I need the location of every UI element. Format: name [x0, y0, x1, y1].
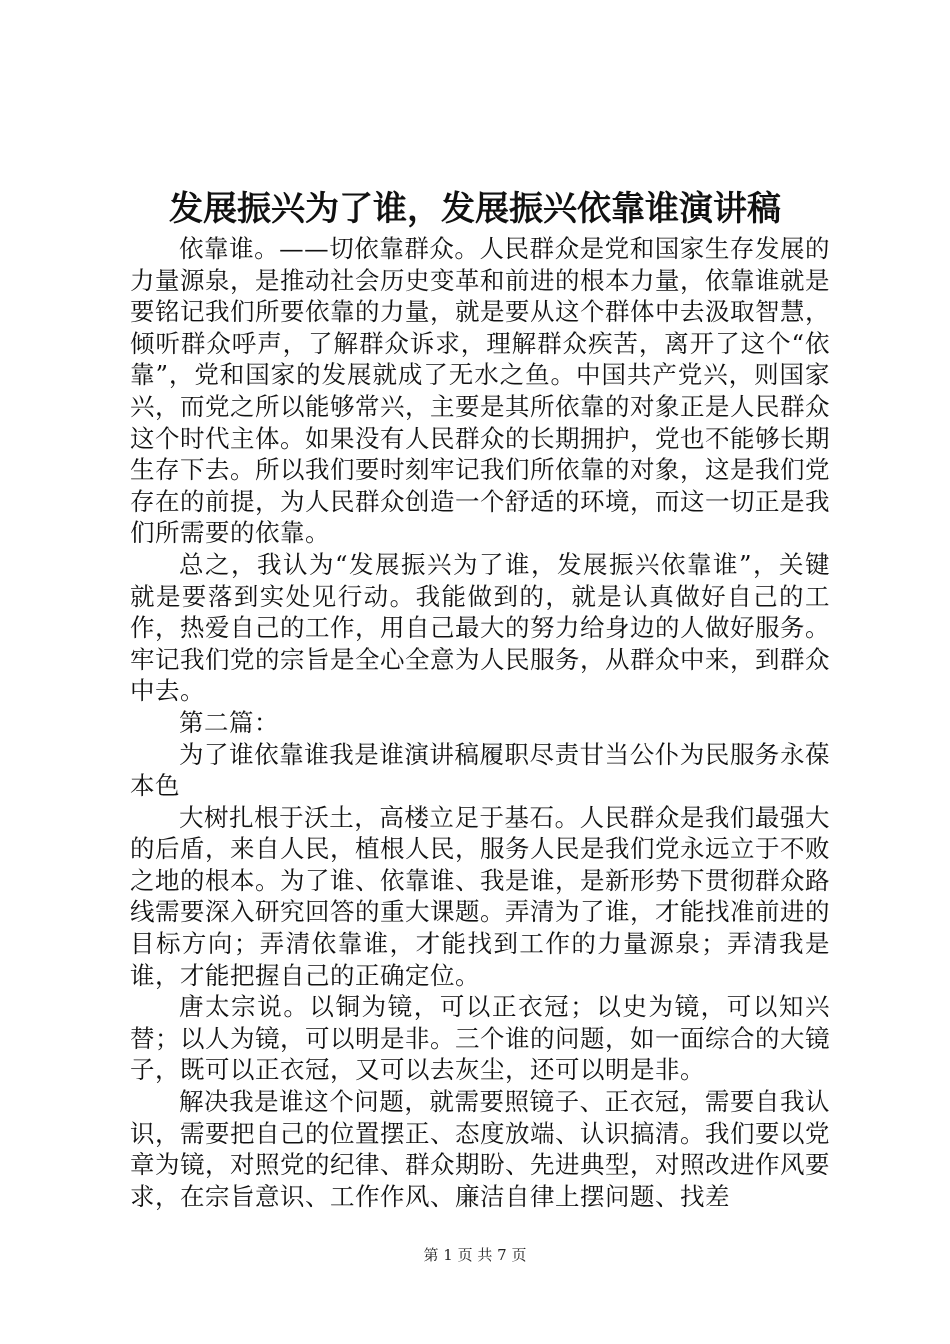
- document-body: [130, 233, 830, 1212]
- document-title: 发展振兴为了谁，发展振兴依靠谁演讲稿: [169, 189, 781, 229]
- paragraph-1: 依靠谁。——切依靠群众。人民群众是党和国家生存发展的力量源泉，是推动社会历史变革和前进的根本力量，依靠谁就是要铭记我们所要依靠的力量，就是要从这个群体中去汲取智慧，倾听群众呼声，了解群众诉求，理解群众疾苦，离开了这个“依靠”，党和国家的发展就成了无水之鱼。中国共产党兴，则国家兴，而党之所以能够常兴，主要是其所依靠的对象正是人民群众这个时代主体。如果没有人民群众的长期拥护，党也不能够长期生存下去。所以我们要时刻牢记我们所依靠的对象，这是我们党存在的前提，为人民群众创造一个舒适的环境，而这一切正是我们所需要的依靠。: [130, 234, 830, 548]
- paragraph-2: 总之，我认为“发展振兴为了谁，发展振兴依靠谁”，关键就是要落到实处见行动。我能做到的，就是认真做好自己的工作，热爱自己的工作，用自己最大的努力给身边的人做好服务。牢记我们党的宗旨是全心全意为人民服务，从群众中来，到群众中去。: [130, 549, 830, 706]
- section-subtitle: 为了谁依靠谁我是谁演讲稿履职尽责甘当公仆为民服务永葆本色: [130, 739, 830, 801]
- section-heading: 第二篇：: [179, 707, 279, 737]
- paragraph-4: 唐太宗说。以铜为镜，可以正衣冠；以史为镜，可以知兴替；以人为镜，可以明是非。三个谁的问题，如一面综合的大镜子，既可以正衣冠，又可以去灰尘，还可以明是非。: [130, 992, 830, 1085]
- paragraph-3: 大树扎根于沃土，高楼立足于基石。人民群众是我们最强大的后盾，来自人民，植根人民，服务人民是我们党永远立于不败之地的根本。为了谁、依靠谁、我是谁，是新形势下贯彻群众路线需要深入研究回答的重大课题。弄清为了谁，才能找准前进的目标方向；弄清依靠谁，才能找到工作的力量源泉；弄清我是谁，才能把握自己的正确定位。: [130, 802, 830, 990]
- paragraph-5: 解决我是谁这个问题，就需要照镜子、正衣冠，需要自我认识，需要把自己的位置摆正、态度放端、认识搞清。我们要以党章为镜，对照党的纪律、群众期盼、先进典型，对照改进作风要求，在宗旨意识、工作作风、廉洁自律上摆问题、找差: [130, 1087, 830, 1211]
- page-number-footer: 第 1 页 共 7 页: [423, 1246, 527, 1264]
